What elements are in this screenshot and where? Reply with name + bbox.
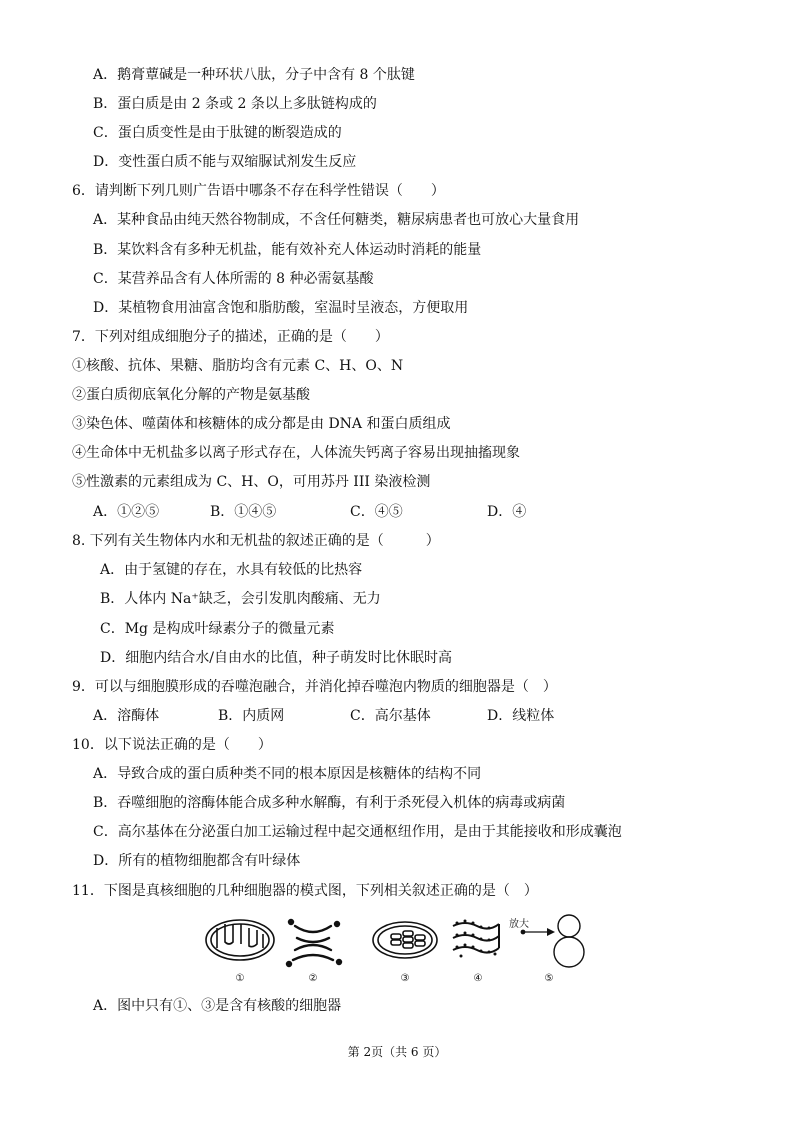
q10-option-a: A．导致合成的蛋白质种类不同的根本原因是核糖体的结构不同: [93, 766, 482, 782]
q7-option-a: A．①②⑤: [93, 504, 160, 520]
q5-option-b: B．蛋白质是由 2 条或 2 条以上多肽链构成的: [93, 96, 377, 112]
q10-option-c: C．高尔基体在分泌蛋白加工运输过程中起交通枢纽作用，是由于其能接收和形成囊泡: [93, 824, 622, 840]
q7-option-d: D．④: [487, 504, 527, 520]
q5-option-d: D．变性蛋白质不能与双缩脲试剂发生反应: [93, 154, 357, 170]
q9-stem: 9．可以与细胞膜形成的吞噬泡融合，并消化掉吞噬泡内物质的细胞器是（ ）: [72, 679, 557, 695]
q6-option-a: A．某种食品由纯天然谷物制成，不含任何糖类，糖尿病患者也可放心大量食用: [93, 212, 580, 228]
q8-option-b: B．人体内 Na⁺缺乏，会引发肌肉酸痛、无力: [100, 591, 381, 607]
mitochondrion-icon: [206, 920, 274, 960]
q11-option-a: A．图中只有①、③是含有核酸的细胞器: [93, 998, 342, 1014]
q10-stem: 10．以下说法正确的是（ ）: [72, 737, 272, 753]
q7-option-c: C．④⑤: [350, 504, 403, 520]
organelle-diagram: [195, 910, 595, 990]
q8-option-d: D．细胞内结合水/自由水的比值，种子萌发时比休眠时高: [100, 650, 452, 666]
page-footer: 第 2页（共 6 页）: [347, 1045, 447, 1059]
figure-label-5: ⑤: [544, 973, 554, 984]
q10-option-b: B．吞噬细胞的溶酶体能合成多种水解酶，有利于杀死侵入机体的病毒或病菌: [93, 795, 566, 811]
q7-option-b: B．①④⑤: [210, 504, 277, 520]
endoplasmic-reticulum-icon: [453, 920, 499, 958]
figure-label-4: ④: [473, 973, 483, 984]
q7-statement-3: ③染色体、噬菌体和核糖体的成分都是由 DNA 和蛋白质组成: [72, 416, 451, 432]
q9-option-c: C．高尔基体: [350, 708, 431, 724]
q7-statement-2: ②蛋白质彻底氧化分解的产物是氨基酸: [72, 387, 310, 403]
q8-option-a: A．由于氢键的存在，水具有较低的比热容: [100, 562, 363, 578]
q8-stem: 8. 下列有关生物体内水和无机盐的叙述正确的是（ ）: [72, 533, 440, 549]
q9-option-a: A．溶酶体: [93, 708, 160, 724]
q7-options-row: [0, 503, 794, 521]
q9-option-d: D．线粒体: [487, 708, 555, 724]
q5-option-a: A．鹅膏蕈碱是一种环状八肽，分子中含有 8 个肽键: [93, 67, 415, 83]
q6-option-c: C．某营养品含有人体所需的 8 种必需氨基酸: [93, 271, 374, 287]
q7-statement-1: ①核酸、抗体、果糖、脂肪均含有元素 C、H、O、N: [72, 358, 404, 374]
q11-stem: 11．下图是真核细胞的几种细胞器的模式图，下列相关叙述正确的是（ ）: [72, 883, 538, 899]
q10-option-d: D．所有的植物细胞都含有叶绿体: [93, 853, 301, 869]
q7-statement-4: ④生命体中无机盐多以离子形式存在，人体流失钙离子容易出现抽搐现象: [72, 445, 520, 461]
golgi-apparatus-icon: [287, 920, 341, 966]
q5-option-c: C．蛋白质变性是由于肽键的断裂造成的: [93, 125, 342, 141]
chloroplast-icon: [373, 922, 437, 958]
figure-label-3: ③: [400, 973, 410, 984]
organelle-figure: [195, 910, 595, 990]
q9-option-b: B．内质网: [218, 708, 285, 724]
ribosome-icon: [554, 915, 584, 967]
q7-statement-5: ⑤性激素的元素组成为 C、H、O，可用苏丹 III 染液检测: [72, 474, 431, 490]
q6-option-d: D．某植物食用油富含饱和脂肪酸，室温时呈液态，方便取用: [93, 300, 469, 316]
q8-option-c: C．Mg 是构成叶绿素分子的微量元素: [100, 621, 335, 637]
figure-label-1: ①: [235, 973, 245, 984]
q6-stem: 6．请判断下列几则广告语中哪条不存在科学性错误（ ）: [72, 183, 445, 199]
q6-option-b: B．某饮料含有多种无机盐，能有效补充人体运动时消耗的能量: [93, 242, 482, 258]
q7-stem: 7．下列对组成细胞分子的描述，正确的是（ ）: [72, 329, 389, 345]
figure-label-2: ②: [308, 973, 318, 984]
magnify-label: 放大: [509, 919, 529, 930]
q9-options-row: [0, 707, 794, 725]
